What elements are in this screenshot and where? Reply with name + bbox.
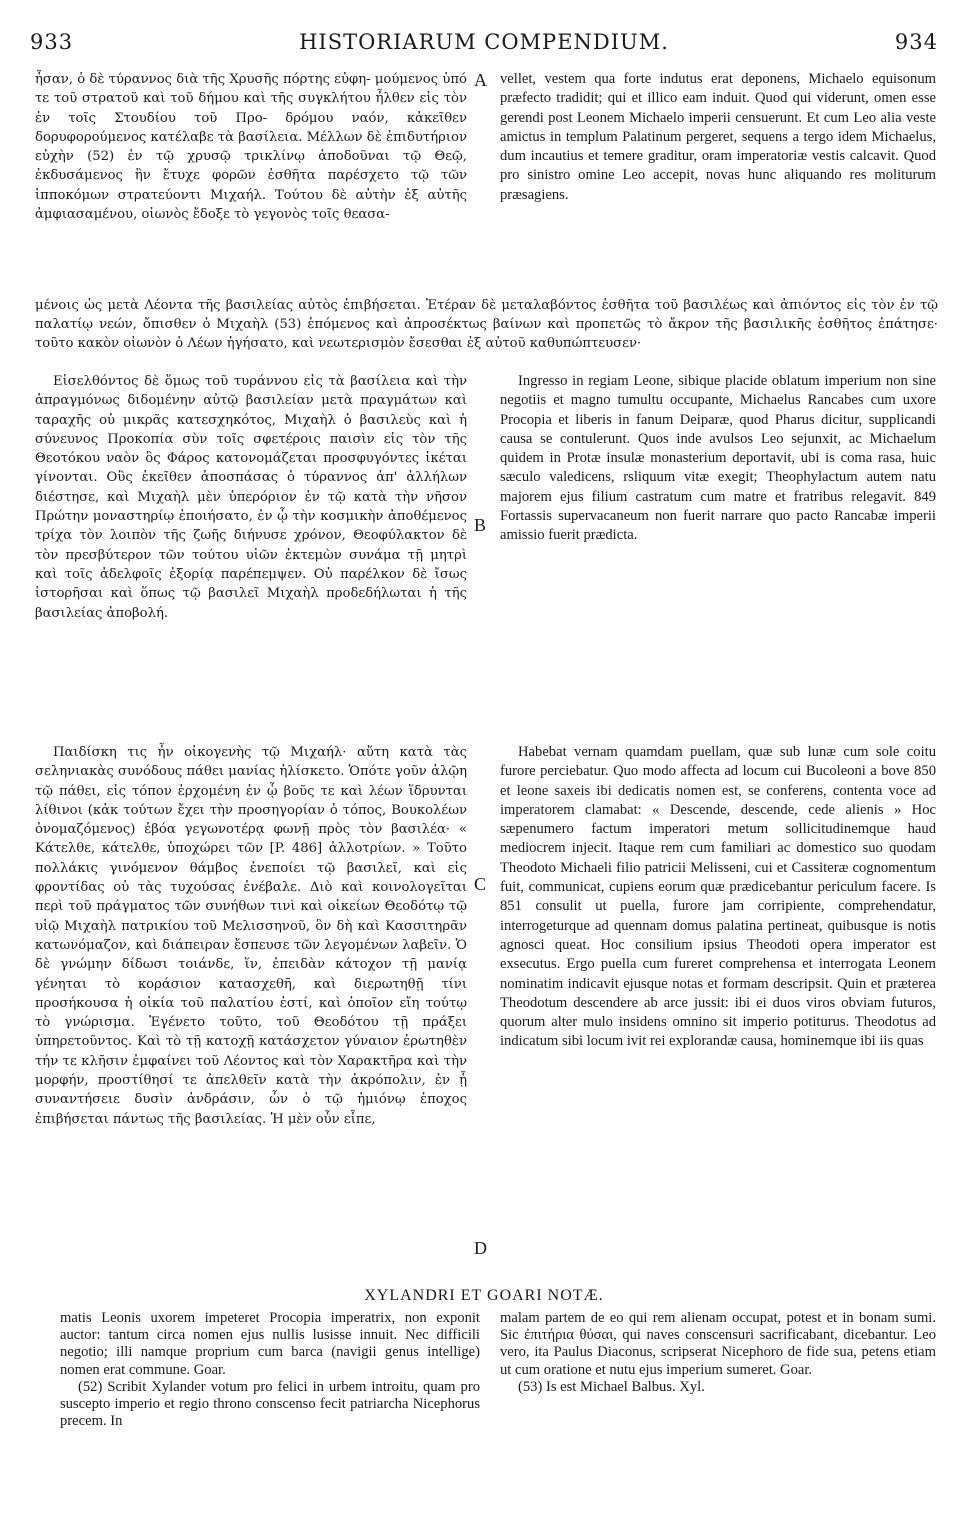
greek-text-section-2: Εἰσελθόντος δὲ ὅμως τοῦ τυράννου εἰς τὰ βασίλεια καὶ τὴν ἀπραγμόνως διδομένην αὐτῷ βασιλείαν μετὰ πραγμάτων καὶ ταραχῆς οὐ μικρᾶς κατεσχηκότος, Μιχαὴλ ὁ βασιλεὺς καὶ ἡ σύνευνος Προκοπία σὺν τοῖς σφετέροις παισὶν εἰς τὸν τῆς Θεοτόκου ναὸν ὃς Φάρος κατονομάζεται προσφυγόντες ἱκέται γίνονται. Οὓς ἐκεῖθεν ἀποσπάσας ὁ τύραννος ἀπ' ἀλλήλων διέστησε, καὶ Μιχαὴλ μὲν ὑπερόριον ἐν τῷ κατὰ τὴν νῆσον Πρώτην μοναστηρίῳ ἐποιήσατο, ἐν ᾧ τὴν κοσμικὴν ἀποθέμενος τρίχα τὸν λοιπὸν τῆς ζωῆς διήνυσε χρόνον, Θεοφύλακτον δὲ τὸν πρεσβύτερον τῶν τούτου υἱῶν ἐκτεμὼν συνάμα τῇ μητρὶ καὶ τοῖς ἀδελφοῖς ἐξορίᾳ παρέπεμψεν. Οὐ παρέλκον δὲ ἴσως ἱστορῆσαι καὶ ὅπως τῷ βασιλεῖ Μιχαὴλ προδεδήλωται ἡ τῆς βασιλείας ἀποβολή. — [35, 374, 467, 621]
running-title: HISTORIARUM COMPENDIUM. — [299, 30, 669, 54]
greek-wide-paragraph — [35, 284, 938, 366]
page-number-left: 933 — [30, 30, 74, 54]
margin-marker-a: A — [474, 70, 487, 90]
page-header — [30, 30, 938, 60]
note-right-1: malam partem de eo qui rem alienam occupat, potest et in bonam sumi. Sic ἐπιτήρια θύσαι, qui naves conscensuri sacrificabant, dicebantur. Leo vero, ita Paulus Diaconus, scripserat Nicephoro de fide sua, petens etiam ut cum oratione et nutu ejus imperium sumeret. Goar. — [500, 1310, 936, 1378]
margin-marker-b: B — [474, 515, 487, 535]
latin-column-section-2 — [500, 372, 936, 546]
notes-left-column — [60, 1310, 480, 1430]
greek-column-section-3 — [35, 743, 467, 1129]
margin-marker-d: D — [474, 1238, 487, 1258]
latin-text-section-3: Habebat vernam quamdam puellam, quæ sub lunæ cum sole coitu furore perciebatur. Quo modo affecta ad locum cui Bucoleoni a bove 850 et leone saxeis ibi dedicatis nomen est, se conferens, contenta voce ad imperatorem clamabat: « Descende, descende, cede alienis » Hoc sæpenumero factum imperatori metum sollicitudinemque haud mediocrem injecit. Itaque rem cum familiari ac domestico suo quodam Theodoto Michaeli filio patricii Melisseni, cui et Cassiteræ cognomentum fuit, communicat, cupiens eorum quæ prædicebantur periculum facere. Is 851 consulit ut puella, furore jam corripiente, comprehendatur, interrogeturque ad quennam domus palatina pertineat, quibusque is notis agnosci queat. Hoc consilium ipsius Theodoti opera imperator est exsecutus. Ergo puella cum fureret comprehensa et interrogata Leonem nominatim indicavit ejusque notas et formam descripsit. Quin et præterea Theodotum descendere ab arce jussit: ibi ei duos viros obviam futuros, quorum alter mulo insidens omnino sit imperio potiturus. Theodotus ad indicatum sibi locum ivit rei explorandæ causa, hominemque ibi iis quas — [500, 744, 936, 1050]
latin-column-section-3 — [500, 743, 936, 1052]
greek-column-section-2 — [35, 372, 467, 623]
note-left-2: (52) Scribit Xylander votum pro felici in urbem introitu, quam pro suscepto imperio et regio throno conscenso fecit patriarcha Nicephorus precem. In — [60, 1378, 480, 1430]
note-right-2: (53) Is est Michael Balbus. Xyl. — [518, 1378, 705, 1395]
greek-text-section-3: Παιδίσκη τις ἦν οἰκογενὴς τῷ Μιχαήλ· αὕτη κατὰ τὰς σεληνιακὰς συνόδους πάθει μανίας ἡλίσκετο. Ὁπότε γοῦν ἁλῷη τῷ πάθει, εἰς τόπον ἐρχομένη ἐν ᾧ βοῦς τε καὶ λέων ἵδρυνται λίθινοι (κἀκ τούτων ἔχει τὴν προσηγορίαν ὁ τόπος, Βουκολέων ὀνομαζόμενος) ἐβόα γεγωνοτέρᾳ φωνῇ πρὸς τὸν βασιλέα· « Κάτελθε, κάτελθε, ὑποχώρει τῶν [P. 486] ἀλλοτρίων. » Τοῦτο πολλάκις γινόμενον θάμβος ἐνεποίει τῷ βασιλεῖ, καὶ εἰς φροντίδας οὐ τὰς τυχούσας ἐνέβαλε. Διὸ καὶ κοινολογεῖται περὶ τοῦ πράγματος τῶν συνήθων τινὶ καὶ οἰκείων Θεοδότῳ τῷ υἱῷ Μιχαὴλ πατρικίου τοῦ Μελισσηνοῦ, ὃν δὴ καὶ Κασσιτηρᾶν κατωνόμαζον, καὶ διάπειραν ἔσπευσε τῶν λεγομένων λαβεῖν. Ὁ δὲ γνώμην δίδωσι τοιάνδε, ἵν, ἐπειδὰν κάτοχον τῇ μανίᾳ γένηται τὸ κοράσιον κατασχεθῆ, καὶ διερωτηθῇ τίνι προσήκουσα ἡ οἰκία τοῦ παλατίου ἐστί, καὶ ὁποῖον εἴη τούτῳ τὸ γνώρισμα. Ἐγένετο τοῦτο, τοῦ Θεοδότου τῇ πράξει ὑπηρετοῦντος. Καὶ τὸ τῇ κατοχῇ κατάσχετον γύναιον ἐρωτηθὲν τήν τε κλῆσιν ἐμφαίνει τοῦ Λέοντος καὶ τὸν Χαρακτῆρα καὶ τὴν μορφήν, προστίθησί τε ἀπελθεῖν κατὰ τὴν ἀκρόπολιν, ἐν ᾗ συναντήσειε δυσὶν ἀνδράσιν, ὧν ὁ τῷ ἡμιόνῳ ἐποχος ἐπιβήσεται πάντως τῆς βασιλείας. Ἡ μὲν οὖν εἶπε, — [35, 745, 467, 1127]
notes-right-column — [500, 1310, 936, 1396]
margin-marker-c: C — [474, 874, 487, 894]
note-left-1: matis Leonis uxorem impeteret Procopia imperatrix, non exponit auctor: tantum circa nomen ejus nullis lusisse innuit. Nec difficili negotio; illi namque proprium cum barca (navigii genus intellige) nomen erat commune. Goar. — [60, 1310, 480, 1378]
latin-text-section-2: Ingresso in regiam Leone, sibique placide oblatum imperium non sine negotiis et magno tumultu occupante, Michaelus Rancabes cum uxore Procopia et liberis in fanum Deiparæ, quod Pharus dicitur, supplicandi causa se contulerunt. Quos inde avulsos Leo sejunxit, ac Michaelum quidem in Protæ insulæ monasterium deportavit, ubi is coma rasa, huic sæculo valedicens, rsliquum vitæ exegit; Theophylactum autem natu majorem ejus filium castratum cum matre et fratribus relegavit. 849 Fortassis supervacaneum non fuerit narrare quo pacto Rancabæ imperii amissio fuerit prædicta. — [500, 373, 936, 544]
page-number-right: 934 — [894, 30, 938, 54]
greek-text-section-1: ἦσαν, ὁ δὲ τύραννος διὰ τῆς Χρυσῆς πόρτης εὐφη- μούμενος ὑπό τε τοῦ στρατοῦ καὶ τοῦ δήμου καὶ τῆς συγκλήτου ἦλθεν εἰς τὸν ἐν τοῖς Στουδίου τοῦ Προ- δρόμου ναόν, κἀκεῖθεν δορυφορούμενος κατέλαβε τὰ βασίλεια. Μέλλων δὲ ἐπιδυτήριον εὐχὴν (52) ἐν τῷ χρυσῷ τρικλίνῳ ἀποδοῦναι τῷ Θεῷ, ἐκδυσάμενος ἣν ἔτυχε φορῶν ἐσθῆτα παρέσχετο τῷ τῶν ἱπποκόμων στρατεύοντι Μιχαήλ. Τούτου δὲ αὐτὴν ἐξ αὐτῆς ἀμφιασαμένου, οἰωνὸς ἔδοξε τὸ γεγονὸς τοῖς θεασα- — [35, 72, 467, 223]
greek-wide-text: μένοις ὡς μετὰ Λέοντα τῆς βασιλείας αὐτὸς ἐπιβήσεται. Ἑτέραν δὲ μεταλαβόντος ἐσθῆτα τοῦ βασιλέως καὶ ἀπιόντος εἰς τὸν ἐν τῷ παλατίῳ νεών, ὄπισθεν ὁ Μιχαὴλ (53) ἑπόμενος καὶ ἀπροσέκτως βαίνων καὶ προπετῶς τὸ ἄκρον τῆς βασιλικῆς ἐσθῆτος ἐπάτησε· τοῦτο κακὸν οἰωνὸν ὁ Λέων ἡγήσατο, καὶ νεωτερισμὸν ἔσεσθαι ἐξ αὐτοῦ καθυπώπτευσεν· — [35, 298, 938, 351]
notes-title: XYLANDRI ET GOARI NOTÆ. — [364, 1287, 604, 1304]
latin-text-section-1: vellet, vestem qua forte indutus erat deponens, Michaelo equisonum præfecto tradidit; qui et illico eam induit. Quod qui viderunt, omen esse gerendi post Leonem Michaelo imperii censuerunt. Et cum Leo alia veste amictus in templum Palatinum pergeret, sequens a tergo idem Michaelus, dum incautius et temere graditur, oram imperatoriæ vestis calcavit. Quod pro sinistro omine Leo accepit, novas hunc aliquando res moliturum præsagiens. — [500, 71, 936, 203]
